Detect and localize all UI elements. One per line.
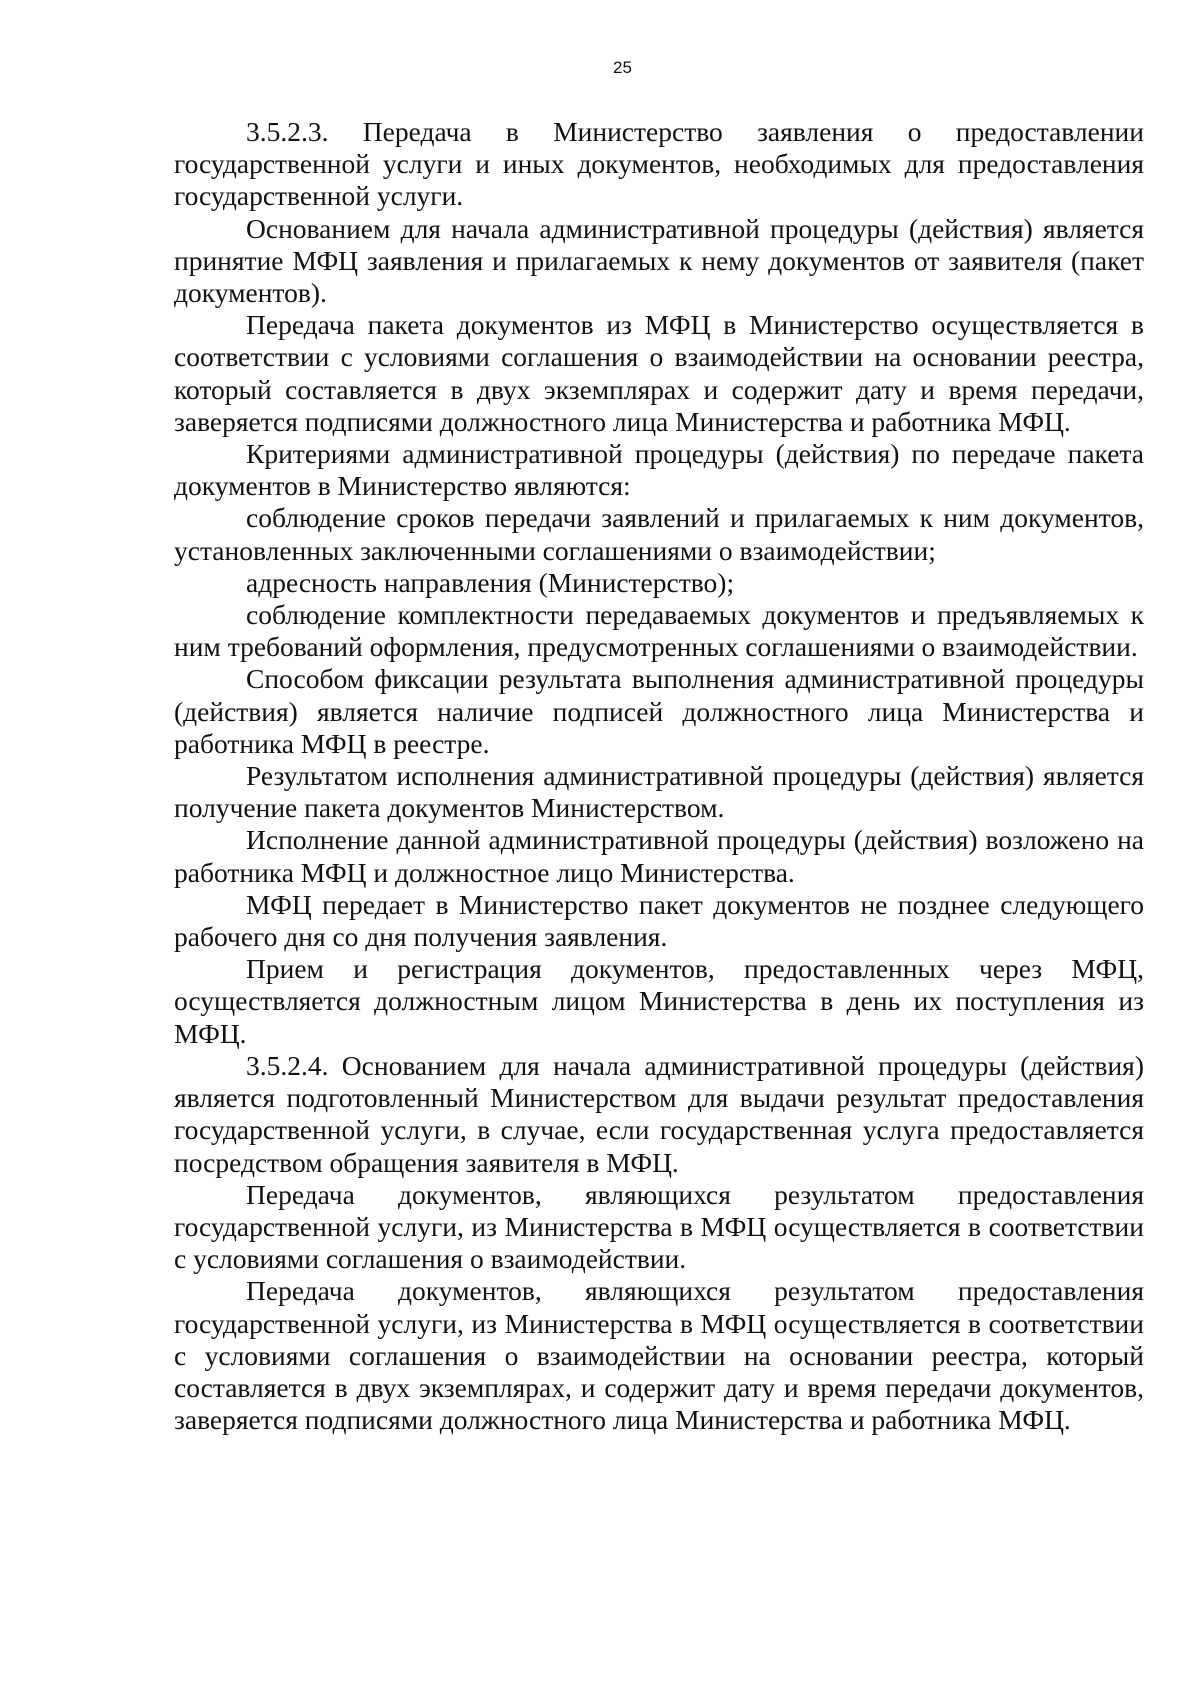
paragraph: Способом фиксации результата выполнения административной процедуры (действия) является наличие подписей должностного лица Министерства и работника МФЦ в реестре. [174, 663, 1144, 759]
paragraph: Передача документов, являющихся результатом предоставления государственной услуги, из Министерства в МФЦ осуществляется в соответствии с условиями соглашения о взаимодействии на основании реестра, который составляется в двух экземплярах, и содержит дату и время передачи документов, заверяется подписями должностного лица Министерства и работника МФЦ. [174, 1275, 1144, 1436]
paragraph: Прием и регистрация документов, предоставленных через МФЦ, осуществляется должностным лицом Министерства в день их поступления из МФЦ. [174, 953, 1144, 1049]
paragraph: Основанием для начала административной процедуры (действия) является принятие МФЦ заявления и прилагаемых к нему документов от заявителя (пакет документов). [174, 212, 1144, 309]
list-item: соблюдение сроков передачи заявлений и прилагаемых к ним документов, установленных заключенными соглашениями о взаимодействии; [174, 502, 1144, 566]
paragraph: Критериями административной процедуры (действия) по передаче пакета документов в Министерство являются: [174, 438, 1144, 502]
document-body [174, 116, 1144, 1436]
paragraph: Исполнение данной административной процедуры (действия) возложено на работника МФЦ и должностное лицо Министерства. [174, 824, 1144, 888]
paragraph: Передача пакета документов из МФЦ в Министерство осуществляется в соответствии с условиями соглашения о взаимодействии на основании реестра, который составляется в двух экземплярах и содержит дату и время передачи, заверяется подписями должностного лица Министерства и работника МФЦ. [174, 309, 1144, 437]
paragraph-3-5-2-3-heading: 3.5.2.3. Передача в Министерство заявления о предоставлении государственной услуги и иных документов, необходимых для предоставления государственной услуги. [174, 116, 1144, 212]
paragraph: Передача документов, являющихся результатом предоставления государственной услуги, из Министерства в МФЦ осуществляется в соответствии с условиями соглашения о взаимодействии. [174, 1178, 1144, 1275]
page-number: 25 [613, 58, 632, 77]
paragraph-3-5-2-4-heading: 3.5.2.4. Основанием для начала административной процедуры (действия) является подготовленный Министерством для выдачи результат предоставления государственной услуги, в случае, если государственная услуга предоставляется посредством обращения заявителя в МФЦ. [174, 1049, 1144, 1178]
list-item: адресность направления (Министерство); [246, 566, 735, 598]
paragraph: Результатом исполнения административной процедуры (действия) является получение пакета документов Министерством. [174, 760, 1144, 824]
list-item: соблюдение комплектности передаваемых документов и предъявляемых к ним требований оформления, предусмотренных соглашениями о взаимодействии. [174, 599, 1144, 663]
paragraph: МФЦ передает в Министерство пакет документов не позднее следующего рабочего дня со дня получения заявления. [174, 888, 1144, 953]
